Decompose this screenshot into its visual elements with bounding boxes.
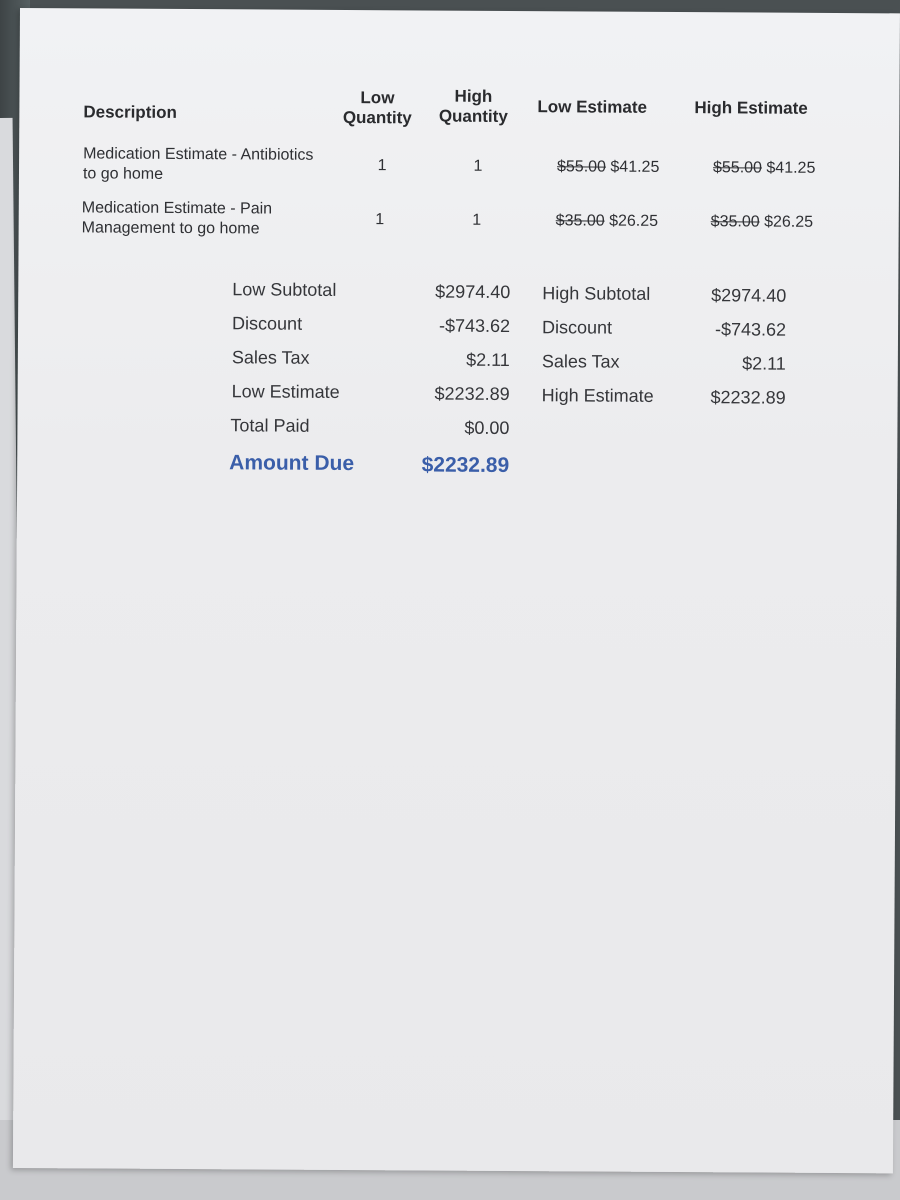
- high-sales-tax-value: $2.11: [742, 353, 786, 374]
- row-2-low-estimate-discounted: $26.25: [609, 212, 659, 230]
- row-2-high-estimate: [711, 212, 813, 233]
- header-low-quantity-line1: Low: [360, 88, 395, 108]
- header-low-estimate: Low Estimate: [537, 97, 648, 117]
- low-estimate-value: $2232.89: [434, 383, 510, 404]
- row-1-low-estimate-discounted: $41.25: [610, 158, 660, 176]
- row-2-description-line2: Management to go home: [81, 219, 260, 238]
- amount-due-value: $2232.89: [421, 453, 510, 477]
- low-sales-tax-label: Sales Tax: [231, 347, 310, 368]
- row-2-description-line1: Medication Estimate - Pain: [81, 199, 273, 218]
- low-sales-tax-value: $2.11: [466, 349, 510, 370]
- header-low-quantity-line2: Quantity: [342, 107, 412, 128]
- row-1-low-quantity: 1: [377, 157, 387, 175]
- high-subtotal-label: High Subtotal: [542, 283, 651, 304]
- header-high-estimate: High Estimate: [694, 98, 808, 118]
- row-1-high-quantity: 1: [473, 157, 483, 175]
- row-1-high-estimate-original: $55.00: [712, 159, 763, 177]
- row-2-low-quantity: 1: [375, 211, 385, 229]
- total-paid-label: Total Paid: [230, 415, 310, 436]
- high-discount-label: Discount: [541, 317, 613, 338]
- table-row-description: [83, 144, 343, 186]
- low-subtotal-label: Low Subtotal: [232, 279, 337, 300]
- table-row-description: [82, 198, 342, 240]
- row-1-low-estimate-original: $55.00: [556, 158, 607, 176]
- header-high-quantity-line1: High: [454, 86, 493, 106]
- low-discount-label: Discount: [232, 313, 303, 334]
- low-discount-value: -$743.62: [438, 315, 511, 336]
- total-paid-value: $0.00: [464, 417, 510, 438]
- row-2-low-estimate: [556, 211, 658, 232]
- high-estimate-value: $2232.89: [710, 387, 786, 408]
- low-estimate-label: Low Estimate: [231, 381, 340, 402]
- high-discount-value: -$743.62: [714, 319, 787, 340]
- header-description: Description: [83, 102, 177, 122]
- row-1-description-line2: to go home: [82, 165, 164, 183]
- row-1-high-estimate: [713, 158, 815, 179]
- header-high-quantity-line2: Quantity: [438, 106, 508, 126]
- row-2-high-estimate-original: $35.00: [710, 213, 760, 231]
- high-subtotal-value: $2974.40: [711, 285, 787, 306]
- row-2-low-estimate-original: $35.00: [555, 212, 605, 230]
- estimate-page: [13, 8, 900, 1173]
- amount-due-label: Amount Due: [229, 451, 355, 476]
- low-subtotal-value: $2974.40: [435, 281, 511, 302]
- header-low-quantity: [337, 88, 417, 128]
- header-high-quantity: [433, 87, 513, 127]
- row-1-high-estimate-discounted: $41.25: [766, 159, 816, 177]
- row-2-high-estimate-discounted: $26.25: [764, 213, 814, 231]
- row-1-low-estimate: [557, 157, 659, 178]
- high-sales-tax-label: Sales Tax: [541, 351, 620, 372]
- high-estimate-label: High Estimate: [541, 385, 654, 406]
- row-2-high-quantity: 1: [472, 211, 482, 229]
- row-1-description-line1: Medication Estimate - Antibiotics: [83, 145, 314, 164]
